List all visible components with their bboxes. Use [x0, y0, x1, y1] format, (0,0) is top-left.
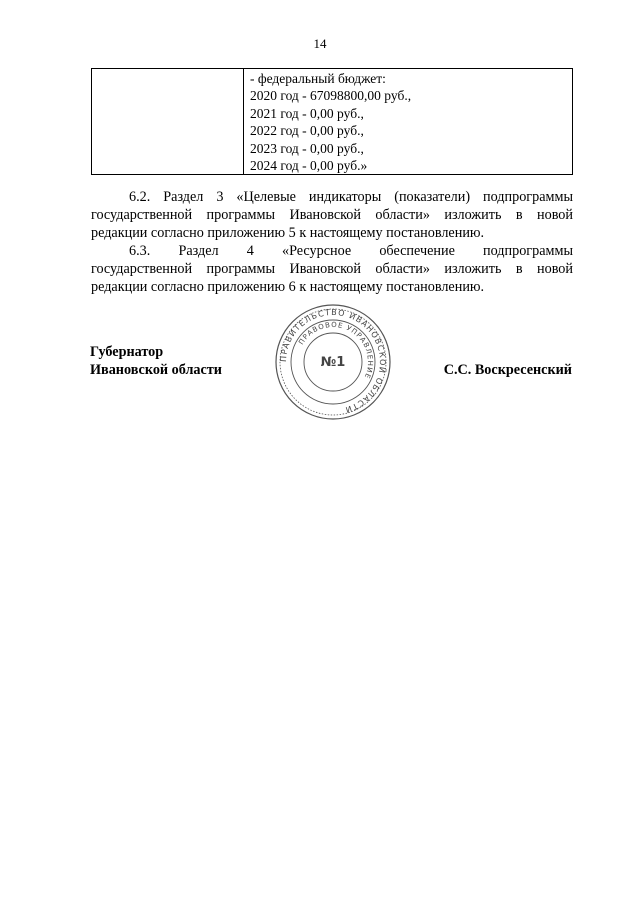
- budget-line: 2024 год - 0,00 руб.»: [250, 158, 368, 174]
- paragraph-6-2: [91, 189, 573, 242]
- table-cell-budget: [244, 69, 573, 175]
- signer-name: С.С. Воскресенский: [443, 362, 572, 378]
- budget-line: 2020 год - 67098800,00 руб.,: [250, 88, 412, 104]
- budget-line: 2021 год - 0,00 руб.,: [250, 105, 364, 121]
- official-stamp: [272, 304, 394, 420]
- signer-title-line: Губернатор: [90, 344, 164, 360]
- paragraph-line: 6.3. Раздел 4 «Ресурсное обеспечение подпрограммы: [129, 243, 573, 259]
- budget-table: [91, 68, 573, 175]
- budget-line: 2022 год - 0,00 руб.,: [250, 123, 364, 139]
- paragraph-6-3: [91, 243, 573, 296]
- page-number: 14: [313, 36, 327, 51]
- paragraph-line: редакции согласно приложению 5 к настоящему постановлению.: [91, 224, 485, 241]
- signer-title: [90, 343, 222, 379]
- paragraph-line: государственной программы Ивановской области» изложить в новой: [91, 260, 573, 277]
- stamp-inner-text: ПРАВОВОЕ УПРАВЛЕНИЕ: [297, 320, 375, 381]
- paragraph-line: государственной программы Ивановской области» изложить в новой: [91, 206, 573, 223]
- signer-title-line: Ивановской области: [90, 362, 222, 378]
- stamp-center-number: №1: [320, 355, 346, 370]
- table-cell-empty: [92, 69, 244, 175]
- paragraph-line: редакции согласно приложению 6 к настоящему постановлению.: [91, 278, 485, 295]
- stamp-outer-text: ПРАВИТЕЛЬСТВО ИВАНОВСКОЙ ОБЛАСТИ: [278, 307, 388, 415]
- paragraph-line: 6.2. Раздел 3 «Целевые индикаторы (показатели) подпрограммы: [129, 189, 573, 205]
- budget-line: - федеральный бюджет:: [250, 71, 386, 86]
- budget-line: 2023 год - 0,00 руб.,: [250, 140, 364, 156]
